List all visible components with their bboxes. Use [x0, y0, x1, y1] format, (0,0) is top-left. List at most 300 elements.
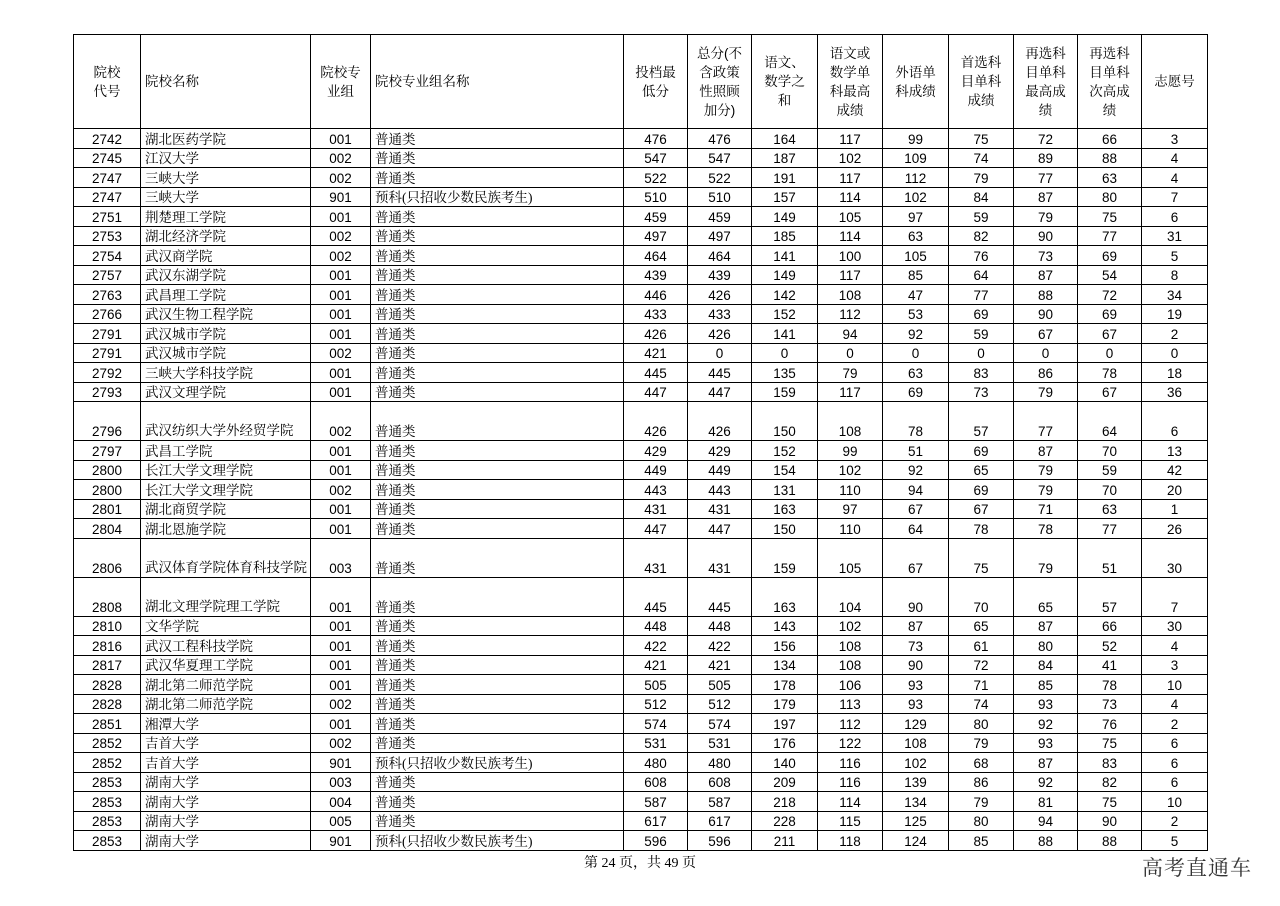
table-cell: 596 [624, 831, 688, 851]
table-cell: 63 [1078, 168, 1142, 188]
table-cell: 57 [1078, 577, 1142, 616]
table-cell: 001 [311, 675, 371, 695]
table-cell: 69 [883, 382, 949, 402]
table-cell: 67 [1078, 382, 1142, 402]
table-cell: 117 [818, 382, 883, 402]
table-cell: 002 [311, 733, 371, 753]
table-cell: 3 [1142, 129, 1208, 149]
table-cell: 002 [311, 246, 371, 266]
table-cell: 湖北第二师范学院 [141, 675, 311, 695]
column-header: 投档最 低分 [624, 35, 688, 129]
table-cell: 武汉城市学院 [141, 324, 311, 344]
table-cell: 447 [688, 382, 752, 402]
table-cell: 54 [1078, 265, 1142, 285]
table-cell: 124 [883, 831, 949, 851]
table-cell: 6 [1142, 772, 1208, 792]
table-cell: 长江大学文理学院 [141, 460, 311, 480]
table-cell: 88 [1078, 148, 1142, 168]
table-cell: 78 [949, 519, 1014, 539]
table-cell: 86 [1014, 363, 1078, 383]
table-cell: 005 [311, 811, 371, 831]
table-cell: 普通类 [371, 675, 624, 695]
table-cell: 51 [883, 441, 949, 461]
table-cell: 2 [1142, 811, 1208, 831]
table-cell: 78 [1014, 519, 1078, 539]
table-cell: 2806 [74, 538, 141, 577]
table-cell: 110 [818, 519, 883, 539]
table-cell: 87 [1014, 187, 1078, 207]
table-cell: 75 [949, 538, 1014, 577]
table-cell: 2757 [74, 265, 141, 285]
table-cell: 武汉纺织大学外经贸学院 [141, 402, 311, 441]
table-cell: 512 [688, 694, 752, 714]
table-cell: 2791 [74, 324, 141, 344]
table-row [74, 129, 1208, 149]
table-cell: 0 [883, 343, 949, 363]
table-cell: 75 [1078, 733, 1142, 753]
table-cell: 476 [624, 129, 688, 149]
table-cell: 34 [1142, 285, 1208, 305]
table-cell: 112 [883, 168, 949, 188]
table-cell: 79 [1014, 207, 1078, 227]
table-cell: 2796 [74, 402, 141, 441]
table-cell: 78 [1078, 675, 1142, 695]
table-cell: 69 [949, 480, 1014, 500]
table-cell: 84 [1014, 655, 1078, 675]
table-cell: 90 [883, 655, 949, 675]
table-cell: 93 [1014, 694, 1078, 714]
table-cell: 2852 [74, 753, 141, 773]
table-cell: 001 [311, 363, 371, 383]
table-cell: 80 [949, 811, 1014, 831]
table-cell: 901 [311, 753, 371, 773]
table-cell: 59 [1078, 460, 1142, 480]
table-cell: 湖南大学 [141, 811, 311, 831]
table-cell: 531 [624, 733, 688, 753]
table-cell: 湖南大学 [141, 792, 311, 812]
column-header: 院校名称 [141, 35, 311, 129]
column-header: 院校专业组名称 [371, 35, 624, 129]
table-cell: 普通类 [371, 655, 624, 675]
table-cell: 普通类 [371, 168, 624, 188]
table-cell: 72 [949, 655, 1014, 675]
column-header: 语文或 数学单 科最高 成绩 [818, 35, 883, 129]
table-cell: 001 [311, 441, 371, 461]
table-cell: 77 [1014, 402, 1078, 441]
table-cell: 武汉生物工程学院 [141, 304, 311, 324]
table-cell: 普通类 [371, 441, 624, 461]
table-cell: 2747 [74, 168, 141, 188]
table-cell: 449 [624, 460, 688, 480]
table-cell: 87 [1014, 441, 1078, 461]
table-row [74, 226, 1208, 246]
table-cell: 普通类 [371, 402, 624, 441]
table-cell: 512 [624, 694, 688, 714]
table-cell: 4 [1142, 168, 1208, 188]
table-cell: 443 [624, 480, 688, 500]
table-cell: 预科(只招收少数民族考生) [371, 753, 624, 773]
table-cell: 003 [311, 772, 371, 792]
table-cell: 武汉城市学院 [141, 343, 311, 363]
table-cell: 普通类 [371, 324, 624, 344]
table-cell: 85 [1014, 675, 1078, 695]
table-cell: 73 [949, 382, 1014, 402]
table-cell: 97 [883, 207, 949, 227]
table-cell: 47 [883, 285, 949, 305]
table-cell: 99 [818, 441, 883, 461]
table-cell: 69 [1078, 304, 1142, 324]
table-cell: 429 [688, 441, 752, 461]
table-cell: 预科(只招收少数民族考生) [371, 187, 624, 207]
table-cell: 90 [1014, 226, 1078, 246]
table-cell: 2742 [74, 129, 141, 149]
table-cell: 88 [1014, 831, 1078, 851]
watermark-text: 高考直通车 [1142, 856, 1252, 880]
table-cell: 78 [883, 402, 949, 441]
table-cell: 118 [818, 831, 883, 851]
table-cell: 79 [1014, 480, 1078, 500]
table-cell: 157 [752, 187, 818, 207]
page-number-footer: 第 24 页，共 49 页 [584, 856, 696, 871]
table-cell: 59 [949, 324, 1014, 344]
table-cell: 433 [624, 304, 688, 324]
table-cell: 001 [311, 265, 371, 285]
table-cell: 普通类 [371, 499, 624, 519]
table-cell: 2753 [74, 226, 141, 246]
table-cell: 80 [1078, 187, 1142, 207]
table-cell: 68 [949, 753, 1014, 773]
table-row [74, 694, 1208, 714]
table-cell: 武昌工学院 [141, 441, 311, 461]
table-cell: 66 [1078, 129, 1142, 149]
table-cell: 52 [1078, 636, 1142, 656]
table-cell: 445 [624, 363, 688, 383]
table-cell: 普通类 [371, 207, 624, 227]
table-cell: 42 [1142, 460, 1208, 480]
table-row [74, 733, 1208, 753]
table-cell: 30 [1142, 616, 1208, 636]
table-cell: 67 [883, 499, 949, 519]
table-cell: 228 [752, 811, 818, 831]
table-cell: 617 [624, 811, 688, 831]
table-cell: 5 [1142, 246, 1208, 266]
table-cell: 002 [311, 168, 371, 188]
table-cell: 510 [688, 187, 752, 207]
table-cell: 2853 [74, 831, 141, 851]
table-cell: 001 [311, 285, 371, 305]
table-cell: 901 [311, 187, 371, 207]
table-row [74, 285, 1208, 305]
table-cell: 191 [752, 168, 818, 188]
table-cell: 106 [818, 675, 883, 695]
table-cell: 2851 [74, 714, 141, 734]
table-cell: 53 [883, 304, 949, 324]
table-cell: 65 [949, 460, 1014, 480]
table-cell: 114 [818, 187, 883, 207]
table-cell: 19 [1142, 304, 1208, 324]
table-cell: 三峡大学科技学院 [141, 363, 311, 383]
table-cell: 普通类 [371, 733, 624, 753]
table-cell: 普通类 [371, 246, 624, 266]
table-cell: 湖北商贸学院 [141, 499, 311, 519]
column-header: 院校专 业组 [311, 35, 371, 129]
table-cell: 102 [818, 460, 883, 480]
table-cell: 80 [1014, 636, 1078, 656]
table-cell: 4 [1142, 148, 1208, 168]
table-cell: 108 [818, 655, 883, 675]
column-header: 再选科 目单科 最高成 绩 [1014, 35, 1078, 129]
table-cell: 92 [883, 460, 949, 480]
table-row [74, 675, 1208, 695]
table-cell: 湘潭大学 [141, 714, 311, 734]
table-cell: 2791 [74, 343, 141, 363]
table-cell: 209 [752, 772, 818, 792]
table-cell: 141 [752, 246, 818, 266]
table-cell: 湖南大学 [141, 831, 311, 851]
table-cell: 75 [949, 129, 1014, 149]
table-cell: 77 [1014, 168, 1078, 188]
table-cell: 001 [311, 714, 371, 734]
table-cell: 001 [311, 304, 371, 324]
table-cell: 79 [949, 792, 1014, 812]
column-header: 总分(不 含政策 性照顾 加分) [688, 35, 752, 129]
table-cell: 140 [752, 753, 818, 773]
table-cell: 459 [688, 207, 752, 227]
table-cell: 001 [311, 129, 371, 149]
table-cell: 187 [752, 148, 818, 168]
table-cell: 574 [688, 714, 752, 734]
table-cell: 505 [624, 675, 688, 695]
table-cell: 66 [1078, 616, 1142, 636]
table-cell: 79 [1014, 538, 1078, 577]
table-cell: 77 [1078, 226, 1142, 246]
table-cell: 163 [752, 577, 818, 616]
table-cell: 150 [752, 402, 818, 441]
table-cell: 普通类 [371, 226, 624, 246]
table-cell: 105 [818, 538, 883, 577]
table-cell: 普通类 [371, 792, 624, 812]
table-cell: 90 [1078, 811, 1142, 831]
table-cell: 522 [624, 168, 688, 188]
table-cell: 4 [1142, 694, 1208, 714]
table-cell: 普通类 [371, 460, 624, 480]
table-cell: 72 [1078, 285, 1142, 305]
table-cell: 93 [883, 694, 949, 714]
table-cell: 135 [752, 363, 818, 383]
table-cell: 2 [1142, 324, 1208, 344]
table-cell: 510 [624, 187, 688, 207]
table-cell: 001 [311, 207, 371, 227]
table-cell: 116 [818, 753, 883, 773]
table-cell: 421 [624, 655, 688, 675]
column-header: 外语单 科成绩 [883, 35, 949, 129]
table-cell: 77 [949, 285, 1014, 305]
table-cell: 113 [818, 694, 883, 714]
table-cell: 普通类 [371, 363, 624, 383]
table-cell: 433 [688, 304, 752, 324]
table-cell: 74 [949, 694, 1014, 714]
table-cell: 2804 [74, 519, 141, 539]
table-cell: 64 [1078, 402, 1142, 441]
table-cell: 2801 [74, 499, 141, 519]
table-cell: 2800 [74, 480, 141, 500]
table-cell: 108 [818, 636, 883, 656]
table-cell: 三峡大学 [141, 168, 311, 188]
table-cell: 141 [752, 324, 818, 344]
table-row [74, 519, 1208, 539]
table-row [74, 187, 1208, 207]
table-cell: 105 [883, 246, 949, 266]
table-cell: 547 [624, 148, 688, 168]
table-cell: 001 [311, 460, 371, 480]
table-cell: 8 [1142, 265, 1208, 285]
table-cell: 88 [1014, 285, 1078, 305]
table-cell: 75 [1078, 792, 1142, 812]
table-cell: 114 [818, 792, 883, 812]
table-cell: 预科(只招收少数民族考生) [371, 831, 624, 851]
table-cell: 112 [818, 304, 883, 324]
table-cell: 100 [818, 246, 883, 266]
table-cell: 69 [1078, 246, 1142, 266]
table-cell: 67 [949, 499, 1014, 519]
table-cell: 102 [818, 616, 883, 636]
table-cell: 004 [311, 792, 371, 812]
table-cell: 普通类 [371, 519, 624, 539]
table-cell: 2792 [74, 363, 141, 383]
table-cell: 普通类 [371, 694, 624, 714]
table-cell: 125 [883, 811, 949, 831]
table-cell: 002 [311, 226, 371, 246]
table-cell: 85 [883, 265, 949, 285]
table-cell: 001 [311, 616, 371, 636]
table-cell: 152 [752, 441, 818, 461]
table-cell: 1 [1142, 499, 1208, 519]
table-cell: 587 [624, 792, 688, 812]
table-cell: 82 [949, 226, 1014, 246]
table-cell: 长江大学文理学院 [141, 480, 311, 500]
table-row [74, 363, 1208, 383]
table-cell: 421 [688, 655, 752, 675]
table-cell: 武汉商学院 [141, 246, 311, 266]
table-cell: 武汉东湖学院 [141, 265, 311, 285]
table-cell: 湖北医药学院 [141, 129, 311, 149]
table-cell: 445 [688, 577, 752, 616]
table-cell: 20 [1142, 480, 1208, 500]
table-cell: 001 [311, 499, 371, 519]
table-cell: 69 [949, 304, 1014, 324]
table-cell: 115 [818, 811, 883, 831]
table-cell: 480 [624, 753, 688, 773]
table-cell: 普通类 [371, 148, 624, 168]
table-cell: 74 [949, 148, 1014, 168]
table-cell: 70 [1078, 441, 1142, 461]
table-cell: 104 [818, 577, 883, 616]
table-cell: 普通类 [371, 811, 624, 831]
table-cell: 普通类 [371, 616, 624, 636]
table-cell: 0 [1142, 343, 1208, 363]
table-cell: 0 [688, 343, 752, 363]
table-cell: 608 [688, 772, 752, 792]
table-cell: 002 [311, 148, 371, 168]
table-cell: 吉首大学 [141, 733, 311, 753]
table-cell: 63 [883, 226, 949, 246]
table-cell: 211 [752, 831, 818, 851]
table-cell: 63 [883, 363, 949, 383]
table-cell: 2 [1142, 714, 1208, 734]
table-cell: 429 [624, 441, 688, 461]
table-cell: 001 [311, 655, 371, 675]
table-cell: 26 [1142, 519, 1208, 539]
table-cell: 102 [883, 187, 949, 207]
column-header: 再选科 目单科 次高成 绩 [1078, 35, 1142, 129]
table-cell: 426 [624, 402, 688, 441]
table-cell: 59 [949, 207, 1014, 227]
table-cell: 142 [752, 285, 818, 305]
table-cell: 67 [1078, 324, 1142, 344]
table-cell: 6 [1142, 753, 1208, 773]
table-cell: 75 [1078, 207, 1142, 227]
table-cell: 445 [624, 577, 688, 616]
table-cell: 65 [949, 616, 1014, 636]
table-cell: 41 [1078, 655, 1142, 675]
table-cell: 73 [1078, 694, 1142, 714]
table-cell: 72 [1014, 129, 1078, 149]
table-row [74, 168, 1208, 188]
table-cell: 431 [624, 538, 688, 577]
table-cell: 459 [624, 207, 688, 227]
table-cell: 31 [1142, 226, 1208, 246]
table-cell: 159 [752, 538, 818, 577]
table-cell: 156 [752, 636, 818, 656]
table-cell: 431 [624, 499, 688, 519]
table-row [74, 480, 1208, 500]
table-cell: 57 [949, 402, 1014, 441]
table-cell: 79 [949, 733, 1014, 753]
table-cell: 83 [949, 363, 1014, 383]
table-cell: 51 [1078, 538, 1142, 577]
table-cell: 2853 [74, 811, 141, 831]
table-cell: 159 [752, 382, 818, 402]
table-cell: 143 [752, 616, 818, 636]
column-header: 语文、 数学之 和 [752, 35, 818, 129]
table-cell: 湖北文理学院理工学院 [141, 577, 311, 616]
table-row [74, 343, 1208, 363]
table-cell: 446 [624, 285, 688, 305]
table-cell: 448 [688, 616, 752, 636]
table-cell: 73 [1014, 246, 1078, 266]
table-cell: 129 [883, 714, 949, 734]
table-cell: 0 [949, 343, 1014, 363]
table-cell: 154 [752, 460, 818, 480]
table-cell: 001 [311, 577, 371, 616]
table-cell: 普通类 [371, 265, 624, 285]
table-header-row [74, 35, 1208, 129]
table-cell: 70 [1078, 480, 1142, 500]
table-cell: 131 [752, 480, 818, 500]
table-cell: 92 [1014, 714, 1078, 734]
table-cell: 2763 [74, 285, 141, 305]
table-cell: 94 [1014, 811, 1078, 831]
table-cell: 547 [688, 148, 752, 168]
table-row [74, 636, 1208, 656]
table-cell: 99 [883, 129, 949, 149]
table-cell: 2852 [74, 733, 141, 753]
table-cell: 134 [752, 655, 818, 675]
table-row [74, 304, 1208, 324]
table-cell: 2766 [74, 304, 141, 324]
table-body [74, 129, 1208, 851]
table-cell: 80 [949, 714, 1014, 734]
